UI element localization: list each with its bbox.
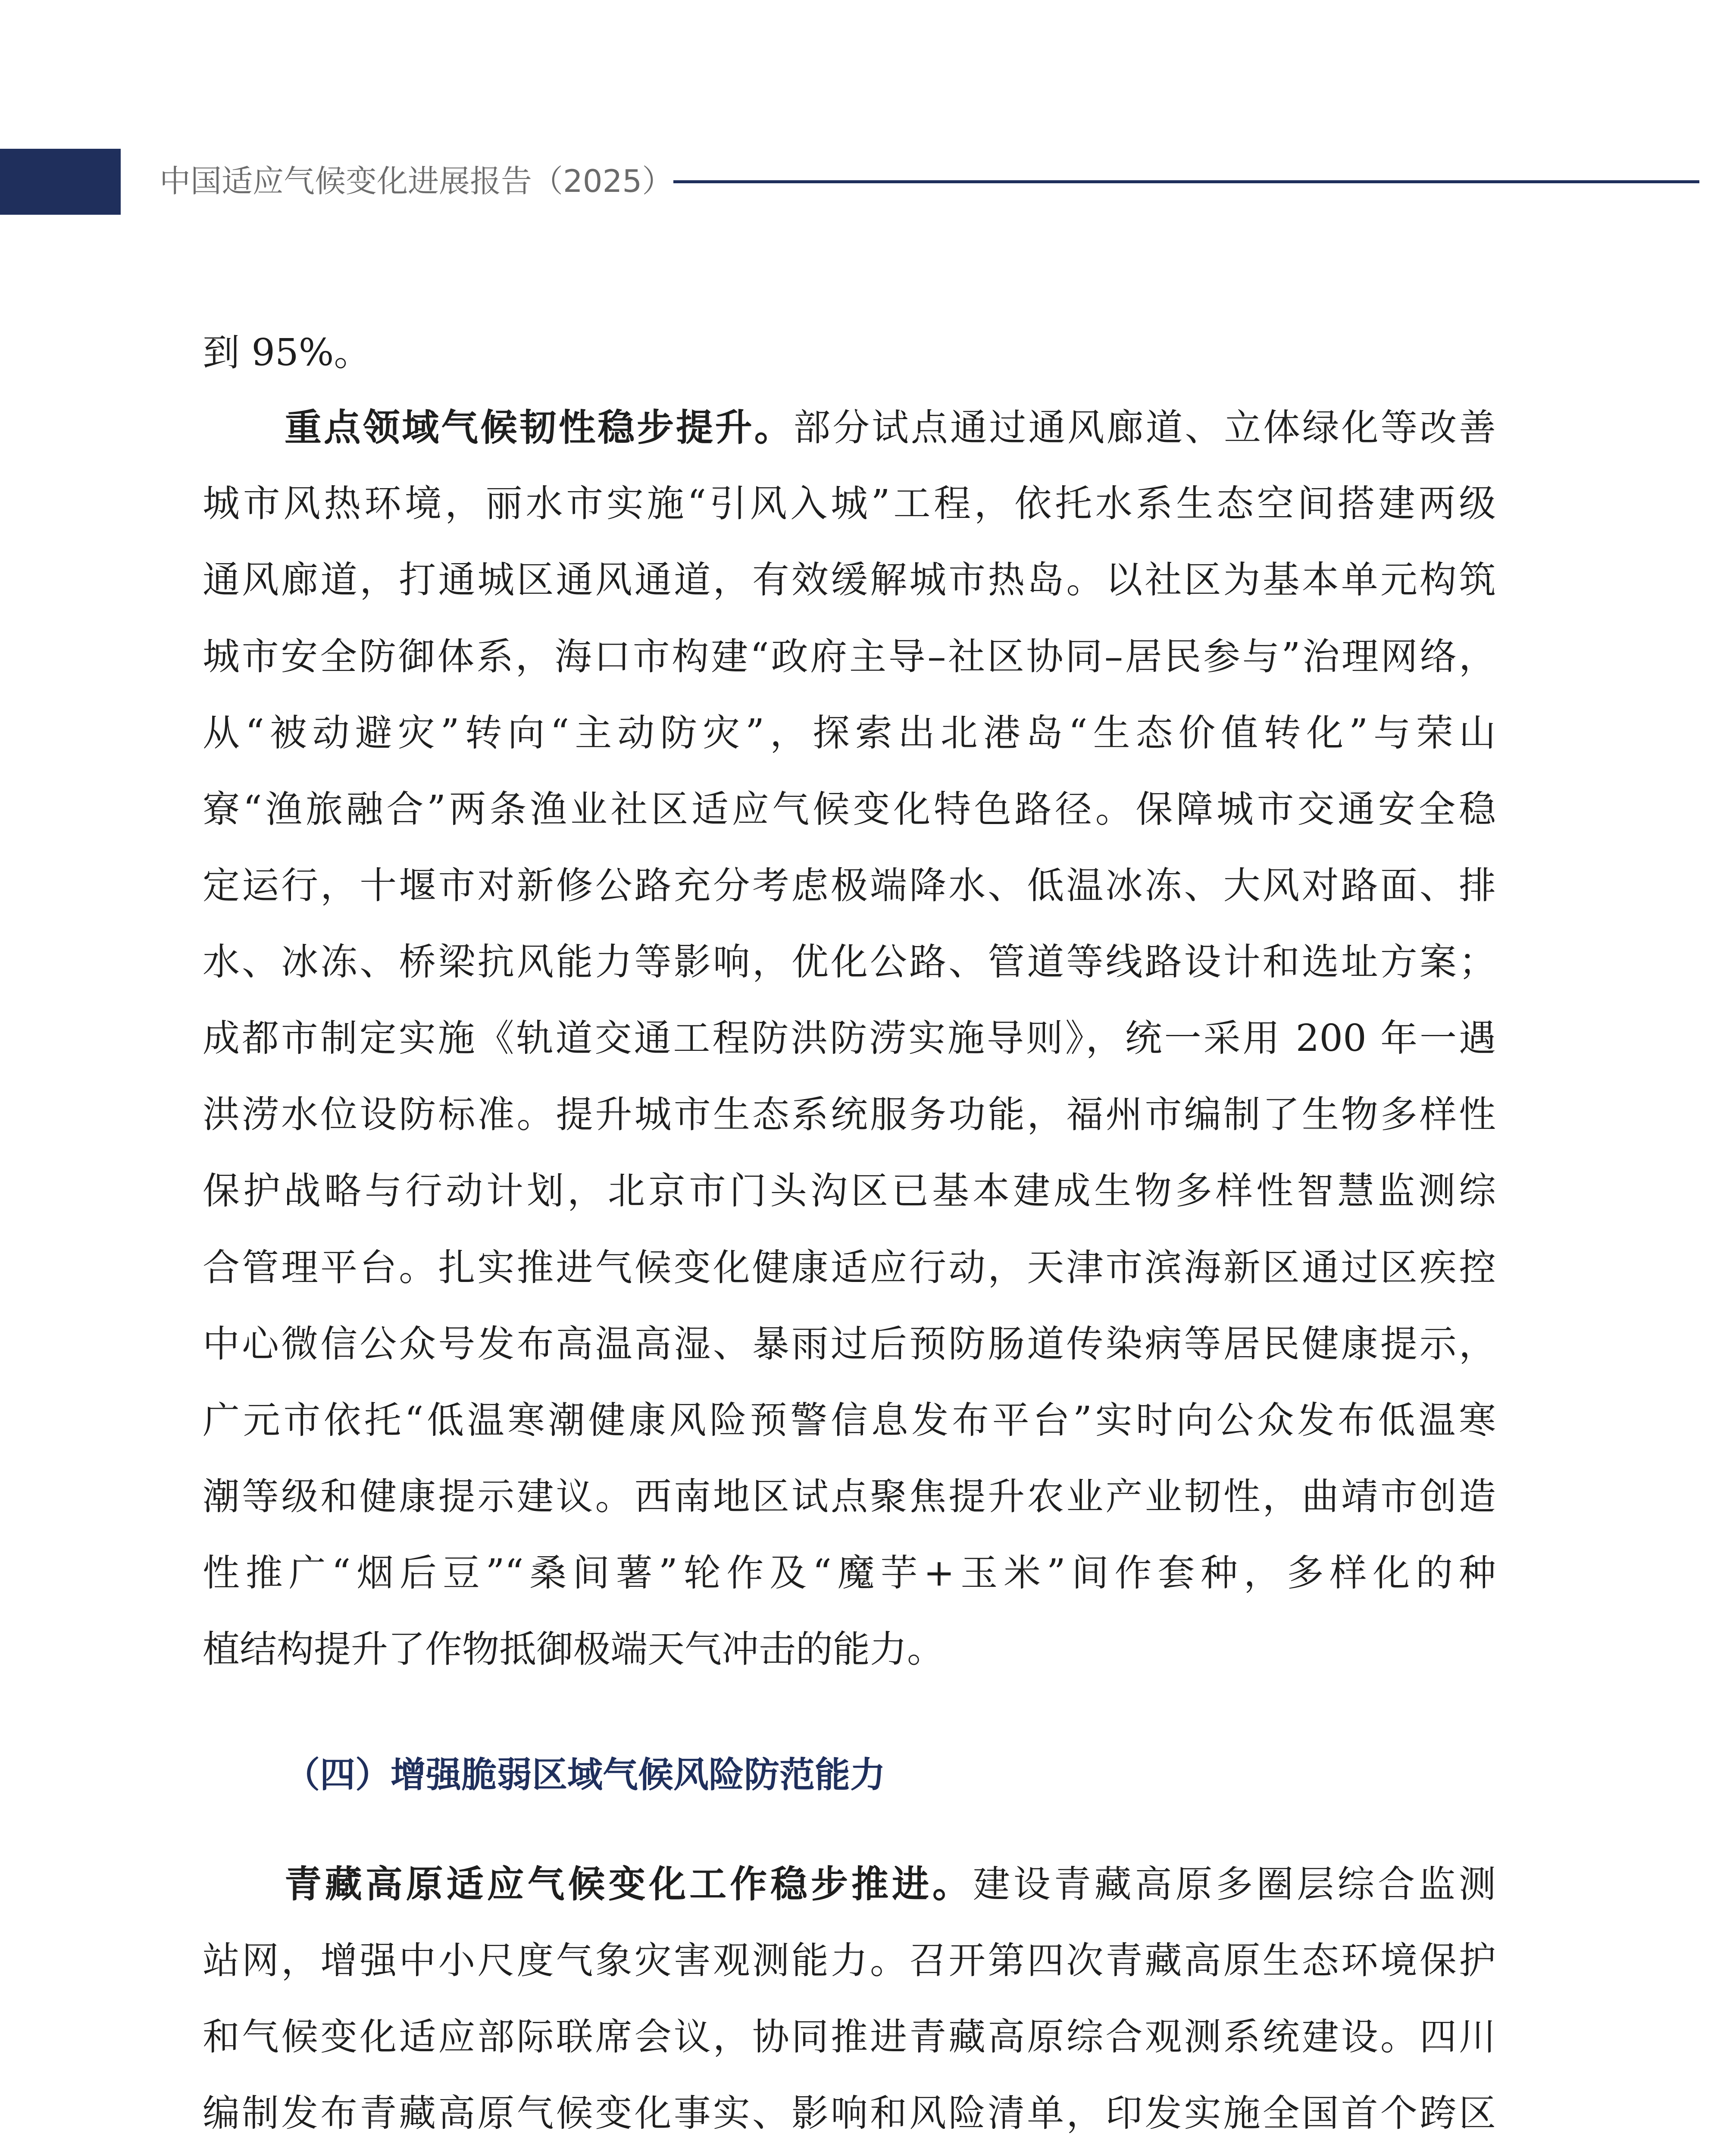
body-line: 成都市制定实施《轨道交通工程防洪防涝实施导则》，统一采用 200 年一遇 — [203, 1017, 1496, 1060]
paragraph-text: 建设青藏高原多圈层综合监测 — [973, 1863, 1496, 1906]
body-line: 寮“渔旅融合”两条渔业社区适应气候变化特色路径。保障城市交通安全稳 — [203, 788, 1496, 831]
body-line: 植结构提升了作物抵御极端天气冲击的能力。 — [203, 1628, 944, 1671]
body-line: 从“被动避灾”转向“主动防灾”，探索出北港岛“生态价值转化”与荣山 — [203, 711, 1496, 755]
header-accent-bar — [0, 149, 121, 215]
body-line: 性推广“烟后豆”“桑间薯”轮作及“魔芋+玉米”间作套种，多样化的种 — [203, 1551, 1496, 1595]
body-line: 编制发布青藏高原气候变化事实、影响和风险清单，印发实施全国首个跨区 — [203, 2092, 1496, 2135]
body-line: 水、冰冻、桥梁抗风能力等影响，优化公路、管道等线路设计和选址方案； — [203, 940, 1496, 984]
body-line — [203, 402, 1496, 454]
section-heading: （四）增强脆弱区域气候风险防范能力 — [285, 1755, 886, 1796]
body-line: 站网，增强中小尺度气象灾害观测能力。召开第四次青藏高原生态环境保护 — [203, 1939, 1496, 1982]
body-line: 城市风热环境，丽水市实施“引风入城”工程，依托水系生态空间搭建两级 — [203, 482, 1496, 525]
body-line: 到 95%。 — [203, 331, 371, 374]
body-line: 洪涝水位设防标准。提升城市生态系统服务功能，福州市编制了生物多样性 — [203, 1093, 1496, 1136]
running-header-title: 中国适应气候变化进展报告（2025） — [160, 163, 673, 199]
body-line: 广元市依托“低温寒潮健康风险预警信息发布平台”实时向公众发布低温寒 — [203, 1399, 1496, 1442]
body-line: 保护战略与行动计划，北京市门头沟区已基本建成生物多样性智慧监测综 — [203, 1169, 1496, 1213]
paragraph-text: 部分试点通过通风廊道、立体绿化等改善 — [793, 406, 1496, 449]
body-line — [203, 1858, 1496, 1910]
body-line: 通风廊道，打通城区通风通道，有效缓解城市热岛。以社区为基本单元构筑 — [203, 558, 1496, 602]
body-line: 中心微信公众号发布高温高湿、暴雨过后预防肠道传染病等居民健康提示， — [203, 1322, 1496, 1366]
body-line: 合管理平台。扎实推进气候变化健康适应行动，天津市滨海新区通过区疾控 — [203, 1246, 1496, 1289]
body-line: 定运行，十堰市对新修公路充分考虑极端降水、低温冰冻、大风对路面、排 — [203, 864, 1496, 907]
paragraph-lead: 青藏高原适应气候变化工作稳步推进。 — [285, 1862, 973, 1906]
body-line: 潮等级和健康提示建议。西南地区试点聚焦提升农业产业韧性，曲靖市创造 — [203, 1475, 1496, 1518]
body-line: 和气候变化适应部际联席会议，协同推进青藏高原综合观测系统建设。四川 — [203, 2015, 1496, 2059]
header-rule — [673, 180, 1699, 183]
body-line: 城市安全防御体系，海口市构建“政府主导–社区协同–居民参与”治理网络， — [203, 635, 1496, 678]
paragraph-lead: 重点领域气候韧性稳步提升。 — [285, 406, 794, 449]
